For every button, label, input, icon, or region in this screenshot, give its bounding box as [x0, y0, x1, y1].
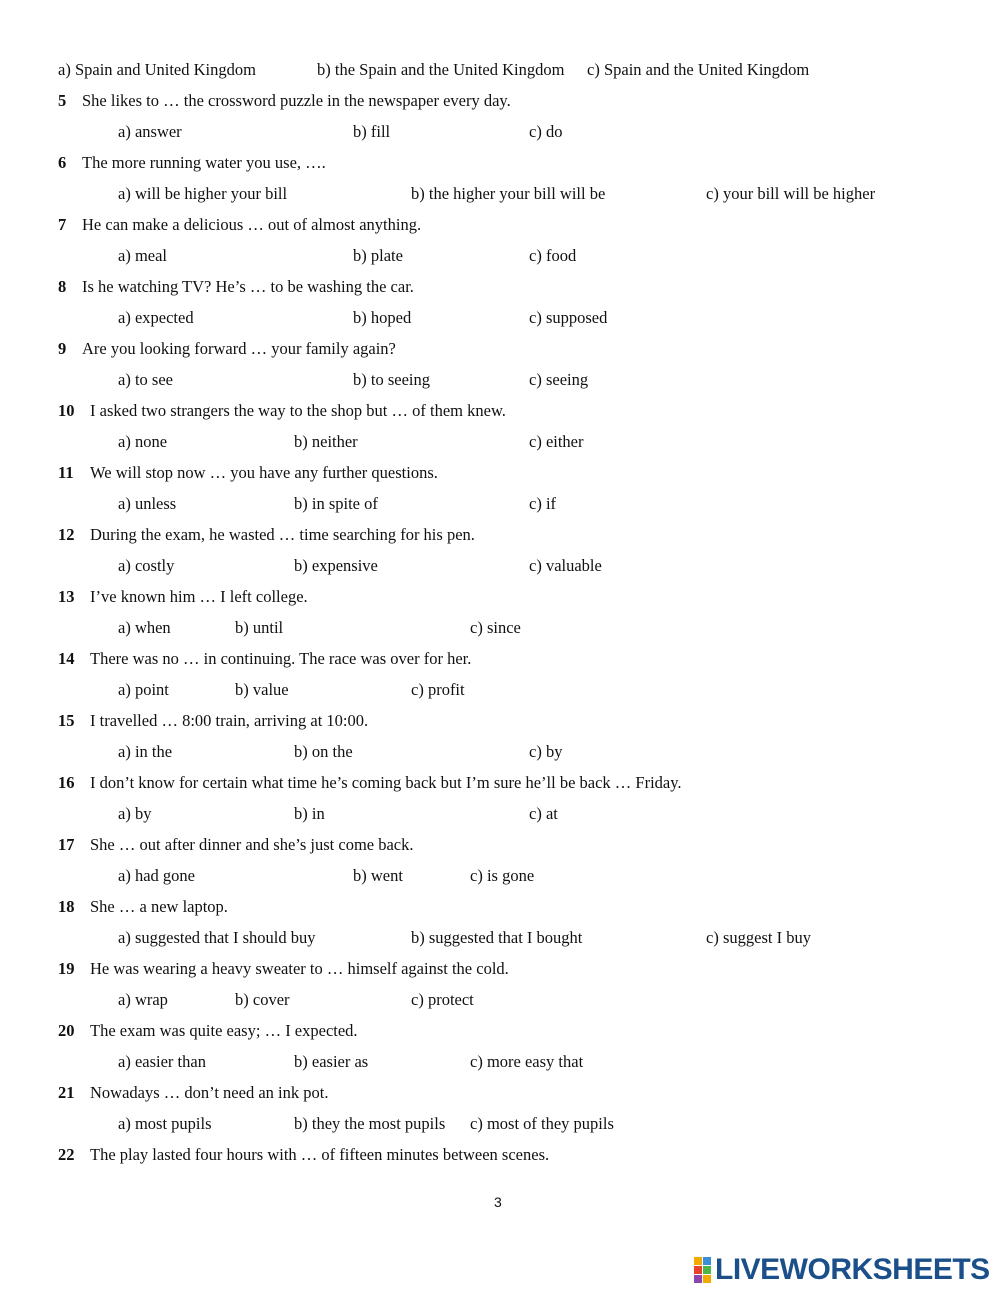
option-a: a) wrap [118, 990, 168, 1009]
question-number: 5 [58, 91, 67, 110]
question-text: He can make a delicious … out of almost anything. [82, 215, 422, 234]
question-text: She likes to … the crossword puzzle in the newspaper every day. [82, 91, 511, 110]
option-c: c) do [529, 122, 563, 141]
question-text: The play lasted four hours with … of fifteen minutes between scenes. [90, 1145, 550, 1164]
question-text: Is he watching TV? He’s … to be washing the car. [82, 277, 414, 296]
prev-option-c: c) Spain and the United Kingdom [587, 60, 810, 79]
question-text: There was no … in continuing. The race was over for her. [90, 649, 472, 668]
question-text: During the exam, he wasted … time searching for his pen. [90, 525, 475, 544]
option-c: c) by [529, 742, 563, 761]
option-b: b) fill [353, 122, 391, 141]
question-text: She … a new laptop. [90, 897, 228, 916]
option-b: b) easier as [294, 1052, 369, 1071]
question-number: 14 [58, 649, 75, 668]
question-text: The exam was quite easy; … I expected. [90, 1021, 358, 1040]
option-b: b) the higher your bill will be [411, 184, 606, 203]
option-b: b) cover [235, 990, 290, 1009]
question-number: 12 [58, 525, 75, 544]
option-b: b) suggested that I bought [411, 928, 583, 947]
question-number: 13 [58, 587, 75, 606]
option-b: b) plate [353, 246, 403, 265]
option-a: a) expected [118, 308, 194, 327]
option-a: a) answer [118, 122, 182, 141]
question-number: 10 [58, 401, 75, 420]
option-b: b) until [235, 618, 284, 637]
question-number: 19 [58, 959, 75, 978]
option-c: c) valuable [529, 556, 602, 575]
option-a: a) to see [118, 370, 173, 389]
question-text: Nowadays … don’t need an ink pot. [90, 1083, 329, 1102]
question-number: 22 [58, 1145, 75, 1164]
question-number: 18 [58, 897, 75, 916]
option-a: a) unless [118, 494, 177, 513]
option-a: a) when [118, 618, 171, 637]
option-c: c) food [529, 246, 577, 265]
question-text: He was wearing a heavy sweater to … himself against the cold. [90, 959, 509, 978]
question-number: 20 [58, 1021, 75, 1040]
option-a: a) had gone [118, 866, 195, 885]
option-b: b) they the most pupils [294, 1114, 446, 1133]
question-text: I’ve known him … I left college. [90, 587, 308, 606]
option-a: a) most pupils [118, 1114, 212, 1133]
option-b: b) neither [294, 432, 358, 451]
question-number: 8 [58, 277, 67, 296]
option-b: b) expensive [294, 556, 378, 575]
question-number: 9 [58, 339, 67, 358]
option-b: b) on the [294, 742, 353, 761]
option-a: a) suggested that I should buy [118, 928, 316, 947]
option-b: b) to seeing [353, 370, 430, 389]
option-c: c) protect [411, 990, 474, 1009]
option-c: c) since [470, 618, 521, 637]
option-c: c) if [529, 494, 557, 513]
question-number: 7 [58, 215, 67, 234]
option-c: c) most of they pupils [470, 1114, 614, 1133]
option-b: b) in [294, 804, 325, 823]
option-b: b) value [235, 680, 289, 699]
question-number: 21 [58, 1083, 75, 1102]
question-text: I asked two strangers the way to the shop but … of them knew. [90, 401, 506, 420]
option-a: a) in the [118, 742, 173, 761]
question-text: Are you looking forward … your family again? [82, 339, 396, 358]
question-number: 15 [58, 711, 75, 730]
option-b: b) went [353, 866, 403, 885]
option-c: c) your bill will be higher [706, 184, 876, 203]
option-a: a) none [118, 432, 168, 451]
option-c: c) seeing [529, 370, 589, 389]
question-text: The more running water you use, …. [82, 153, 326, 172]
option-c: c) supposed [529, 308, 608, 327]
option-a: a) point [118, 680, 169, 699]
question-text: We will stop now … you have any further questions. [90, 463, 438, 482]
option-a: a) costly [118, 556, 175, 575]
option-c: c) suggest I buy [706, 928, 811, 947]
question-text: She … out after dinner and she’s just come back. [90, 835, 414, 854]
option-a: a) meal [118, 246, 168, 265]
liveworksheets-logo [694, 1253, 990, 1286]
question-number: 6 [58, 153, 67, 172]
option-c: c) at [529, 804, 558, 823]
question-text: I don’t know for certain what time he’s coming back but I’m sure he’ll be back … Friday. [90, 773, 682, 792]
option-b: b) hoped [353, 308, 412, 327]
question-number: 11 [58, 463, 74, 482]
prev-option-a: a) Spain and United Kingdom [58, 60, 256, 79]
option-a: a) will be higher your bill [118, 184, 288, 203]
logo-mark-icon [694, 1257, 711, 1283]
option-a: a) easier than [118, 1052, 206, 1071]
prev-option-b: b) the Spain and the United Kingdom [317, 60, 565, 79]
option-b: b) in spite of [294, 494, 378, 513]
option-c: c) either [529, 432, 584, 451]
logo-text: LIVEWORKSHEETS [715, 1253, 990, 1286]
option-a: a) by [118, 804, 152, 823]
page-number: 3 [494, 1194, 502, 1210]
question-number: 16 [58, 773, 75, 792]
question-number: 17 [58, 835, 75, 854]
option-c: c) profit [411, 680, 465, 699]
option-c: c) more easy that [470, 1052, 584, 1071]
option-c: c) is gone [470, 866, 535, 885]
question-text: I travelled … 8:00 train, arriving at 10:00. [90, 711, 369, 730]
